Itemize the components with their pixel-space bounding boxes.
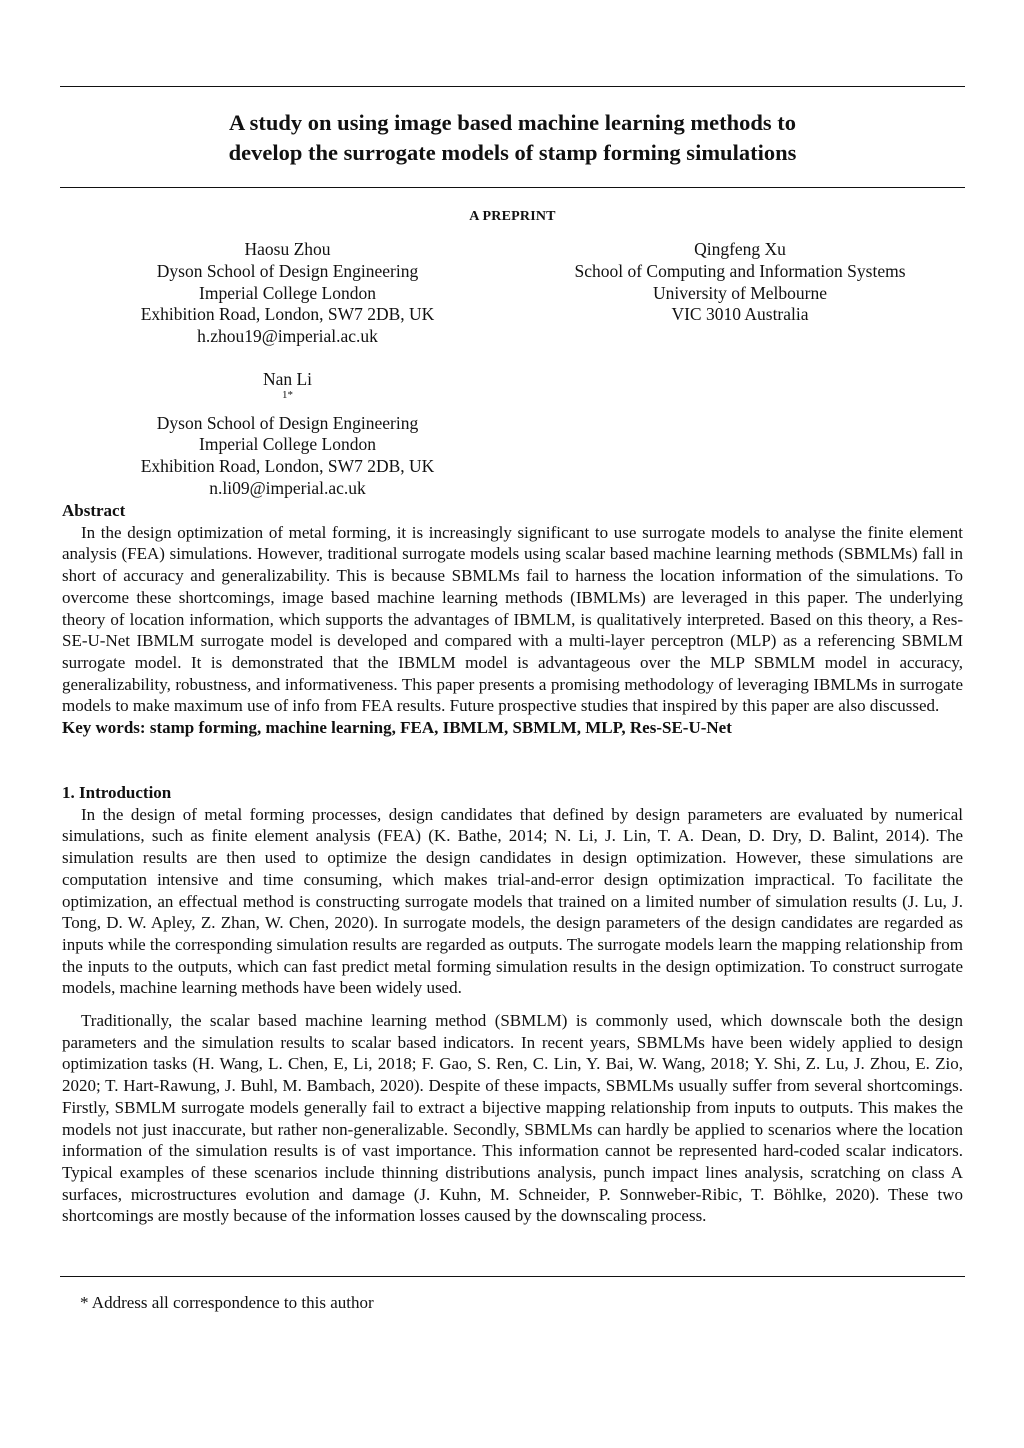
author-affiliation-line: VIC 3010 Australia [671,304,809,325]
author-name: Nan Li [262,369,313,389]
abstract-section [62,500,963,739]
author-affiliation-line: Imperial College London [199,282,376,303]
author-affiliation-line: Exhibition Road, London, SW7 2DB, UK [140,456,435,477]
abstract-text: In the design optimization of metal forming, it is increasingly significant to use surrogate models to analyse the finite element analysis (FEA) simulations. However, traditional surrogate models using scalar based machine learning methods (SBMLMs) fall in short of accuracy and generalizability. This is because SBMLMs fail to harness the location information of the simulations. To overcome these shortcomings, image based machine learning methods (IBMLMs) are leveraged in this paper. The underlying theory of location information, which supports the advantages of IBMLM, is qualitatively interpreted. Based on this theory, a Res-SE-U-Net IBMLM surrogate model is developed and compared with a multi-layer perceptron (MLP) as a referencing SBMLM surrogate model. It is demonstrated that the IBMLM model is advantageous over the MLP SBMLM model in accuracy, generalizability, robustness, and informativeness. This paper presents a promising methodology of leveraging IBMLMs in surrogate models to make maximum use of info from FEA results. Future prospective studies that inspired by this paper are also discussed. [62,522,963,716]
title-line-1: A study on using image based machine learning methods to [229,110,796,135]
author-affiliation-line: Imperial College London [199,434,376,455]
paper-title [60,108,965,168]
author-superscript: 1* [282,388,293,401]
author-name: Haosu Zhou [244,239,331,259]
abstract-heading: Abstract [62,501,126,520]
introduction-heading: 1. Introduction [62,783,172,802]
preprint-label: A PREPRINT [469,209,556,224]
paragraph: Traditionally, the scalar based machine learning method (SBMLM) is commonly used, which downscale both the design parameters and the simulation results to scalar based indicators. In recent years, SBMLMs have been widely applied to design optimization tasks (H. Wang, L. Chen, E, Li, 2018; F. Gao, S. Ren, C. Lin, Y. Bai, W. Wang, 2018; Y. Shi, Z. Lu, J. Zhou, E. Zio, 2020; T. Hart-Rawung, J. Buhl, M. Bambach, 2020). Despite of these impacts, SBMLMs usually suffer from several shortcomings. Firstly, SBMLM surrogate models generally fail to extract a bijective mapping relationship from inputs to outputs. This makes the models not just inaccurate, but rather non-generalizable. Secondly, SBMLMs can hardly be applied to scenarios where the location information of the simulation results is of vast importance. This information cannot be represented hard-coded scalar indicators. Typical examples of these scenarios include thinning distributions analysis, punch impact lines analysis, scratching on class A surfaces, microstructures evolution and damage (J. Kuhn, M. Schneider, P. Sonnweber-Ribic, T. Böhlke, 2020). These two shortcomings are mostly because of the information losses caused by the downscaling process. [62,1011,963,1226]
introduction-section [62,782,963,1227]
author-name-line [60,369,515,413]
footnote-rule [60,1276,965,1277]
author-block [60,369,515,500]
author-affiliation-line: Dyson School of Design Engineering [156,412,419,433]
author-affiliation-line: Dyson School of Design Engineering [156,260,419,281]
author-email: h.zhou19@imperial.ac.uk [197,326,378,347]
top-rule [60,86,965,87]
title-rule [60,187,965,188]
author-affiliation-line: University of Melbourne [653,282,827,303]
author-affiliation-line: School of Computing and Information Systems [574,260,906,281]
title-line-2: develop the surrogate models of stamp forming simulations [228,140,797,165]
footnote: * Address all correspondence to this author [80,1293,374,1312]
author-block [510,239,970,326]
author-name: Qingfeng Xu [694,239,786,259]
paragraph: In the design of metal forming processes, design candidates that defined by design parameters are evaluated by numerical simulations, such as finite element analysis (FEA) (K. Bathe, 2014; N. Li, J. Lin, T. A. Dean, D. Dry, D. Balint, 2014). The simulation results are then used to optimize the design candidates in design optimization. However, these simulations are computation intensive and time consuming, which makes trial-and-error design optimization impractical. To facilitate the optimization, an effectual method is constructing surrogate models that trained on a limited number of simulation results (J. Lu, J. Tong, D. W. Apley, Z. Zhan, W. Chen, 2020). In surrogate models, the design parameters of the design candidates are regarded as inputs while the corresponding simulation results are regarded as outputs. The surrogate models learn the mapping relationship from the inputs to the outputs, which can fast predict metal forming simulation results in the design optimization. To construct surrogate models, machine learning methods have been widely used. [62,804,963,998]
author-email: n.li09@imperial.ac.uk [209,477,366,498]
author-affiliation-line: Exhibition Road, London, SW7 2DB, UK [140,304,435,325]
keywords: Key words: stamp forming, machine learning, FEA, IBMLM, SBMLM, MLP, Res-SE-U-Net [62,718,732,738]
author-block [60,239,515,348]
